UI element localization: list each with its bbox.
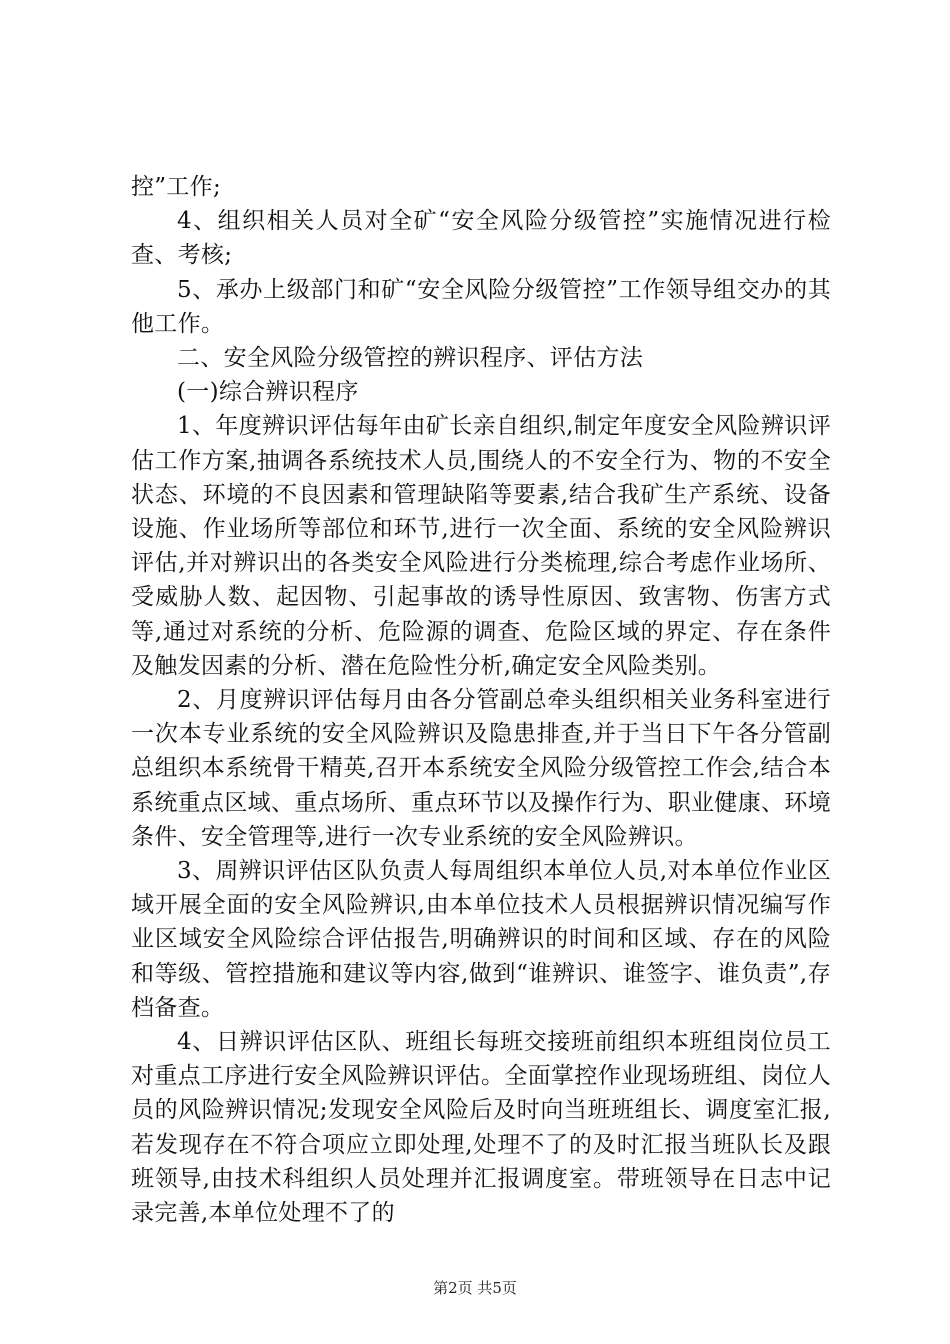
paragraph-item-4: 4、组织相关人员对全矿“安全风险分级管控”实施情况进行检查、考核; xyxy=(131,208,831,269)
paragraph-annual-assessment: 1、年度辨识评估每年由矿长亲自组织,制定年度安全风险辨识评估工作方案,抽调各系统技术人员,围绕人的不安全行为、物的不安全状态、环境的不良因素和管理缺陷等要素,结合我矿生产系统、设备设施、作业场所等部位和环节,进行一次全面、系统的安全风险辨识评估,并对辨识出的各类安全风险进行分类梳理,综合考虑作业场所、受威胁人数、起因物、引起事故的诱导性原因、致害物、伤害方式等,通过对系统的分析、危险源的调查、危险区域的界定、存在条件及触发因素的分析、潜在危险性分析,确定安全风险类别。 xyxy=(131,413,831,679)
page-number-footer: 第2页 共5页 xyxy=(433,1279,517,1297)
paragraph-daily-assessment: 4、日辨识评估区队、班组长每班交接班前组织本班组岗位员工对重点工序进行安全风险辨识评估。全面掌控作业现场班组、岗位人员的风险辨识情况;发现安全风险后及时向当班班组长、调度室汇报,若发现存在不符合项应立即处理,处理不了的及时汇报当班队长及跟班领导,由技术科组织人员处理并汇报调度室。带班领导在日志中记录完善,本单位处理不了的 xyxy=(131,1029,831,1227)
paragraph-weekly-assessment: 3、周辨识评估区队负责人每周组织本单位人员,对本单位作业区域开展全面的安全风险辨识,由本单位技术人员根据辨识情况编写作业区域安全风险综合评估报告,明确辨识的时间和区域、存在的风险和等级、管控措施和建议等内容,做到“谁辨识、谁签字、谁负责”,存档备查。 xyxy=(131,858,831,1021)
paragraph-monthly-assessment: 2、月度辨识评估每月由各分管副总牵头组织相关业务科室进行一次本专业系统的安全风险辨识及隐患排查,并于当日下午各分管副总组织本系统骨干精英,召开本系统安全风险分级管控工作会,结合本系统重点区域、重点场所、重点环节以及操作行为、职业健康、环境条件、安全管理等,进行一次专业系统的安全风险辨识。 xyxy=(131,687,831,850)
subsection-heading-1: (一)综合辨识程序 xyxy=(177,379,359,406)
paragraph-item-5: 5、承办上级部门和矿“安全风险分级管控”工作领导组交办的其他工作。 xyxy=(131,276,831,337)
paragraph-continuation: 控”工作; xyxy=(131,174,222,200)
section-heading-2: 二、安全风险分级管控的辨识程序、评估方法 xyxy=(177,345,643,372)
document-body xyxy=(131,170,831,1230)
